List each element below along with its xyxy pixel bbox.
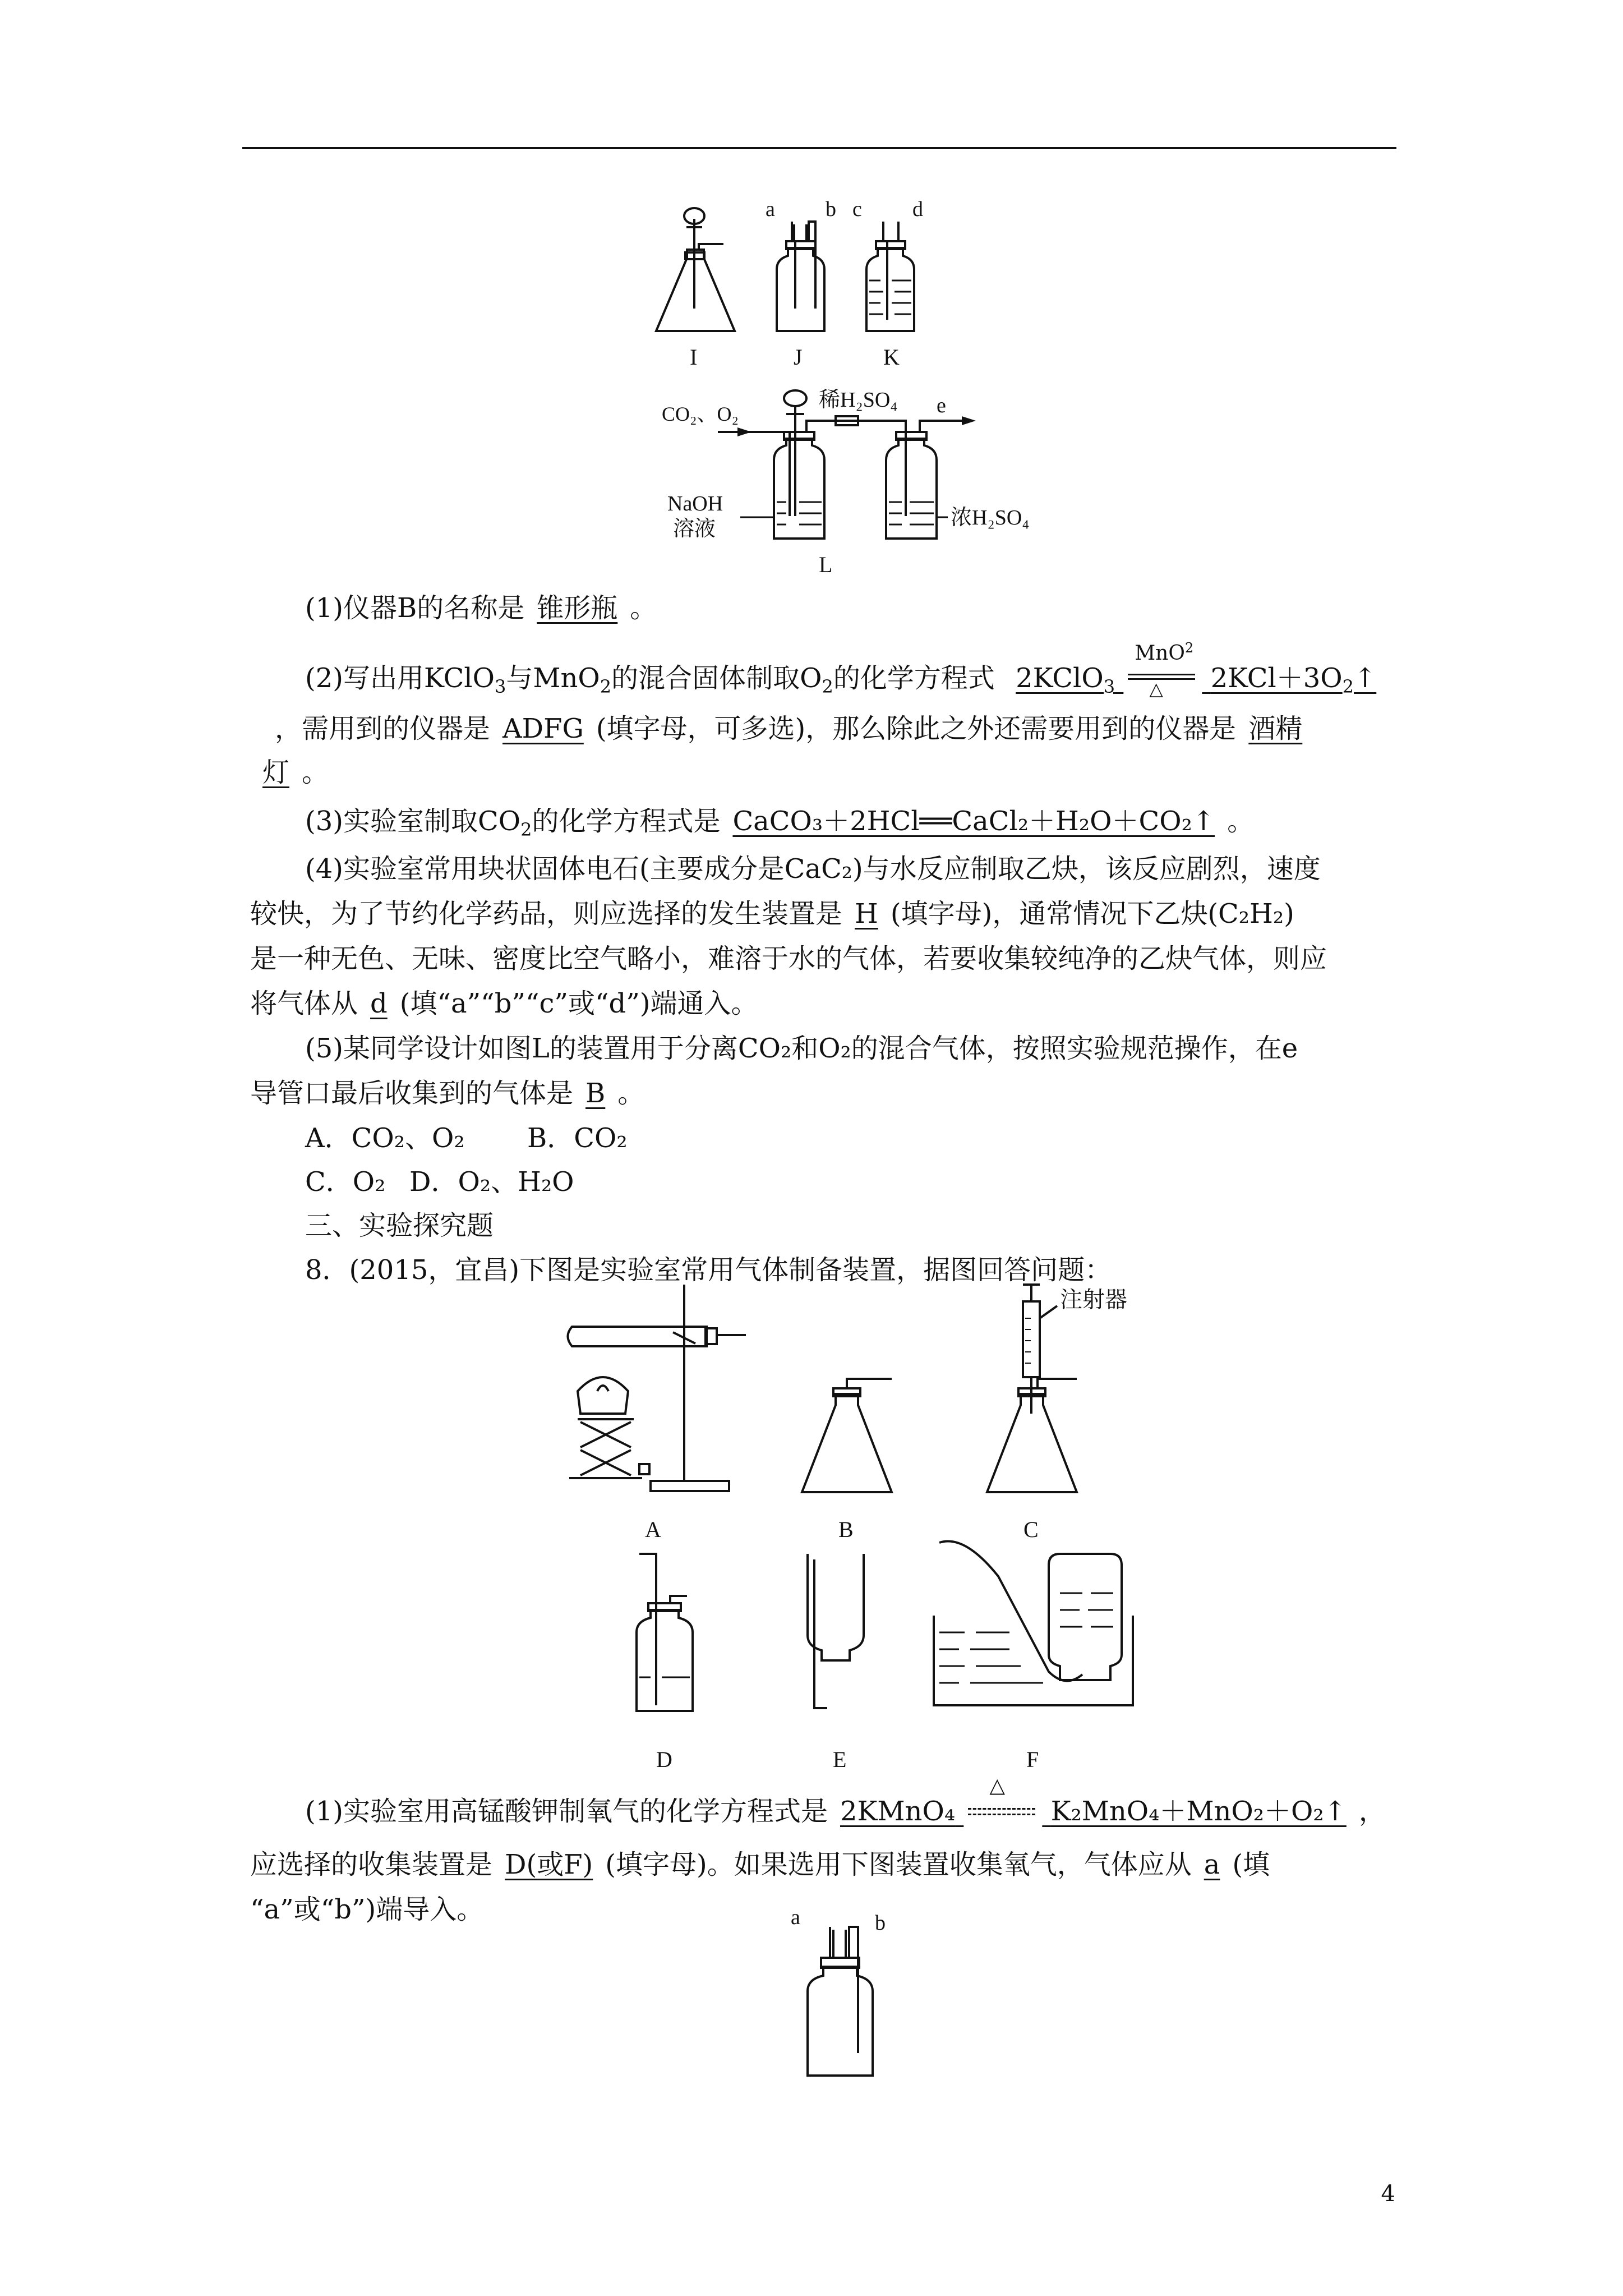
- label-f: F: [1026, 1747, 1039, 1772]
- q7-part5-line1: (5)某同学设计如图L的装置用于分离CO₂和O₂的混合气体，按照实验规范操作，在e: [305, 1033, 1298, 1064]
- q8-part1-line1: (1)实验室用高锰酸钾制氧气的化学方程式是 2KMnO₄ △ K₂MnO₄＋MnO₂＋O₂↑ ，: [305, 1789, 1386, 1830]
- label-i: I: [690, 344, 698, 370]
- q7-part4-line1: (4)实验室常用块状固体电石(主要成分是CaC₂)与水反应制取乙炔，该反应剧烈，速度: [305, 853, 1321, 885]
- label-b: B: [838, 1517, 854, 1542]
- label-l-naoh: NaOH: [667, 492, 723, 516]
- label-l-conc-acid: 浓H₂SO₄: [951, 506, 1030, 530]
- figure-apparatus-ijk: [645, 196, 1004, 381]
- label-a: A: [645, 1517, 661, 1542]
- label-k: K: [883, 344, 900, 370]
- label-k-c: c: [852, 197, 862, 221]
- label-k-d: d: [912, 197, 923, 221]
- page-number: 4: [1381, 2181, 1395, 2207]
- q7-part2-line2: ，需用到的仪器是 ADFG (填字母，可多选)，那么除此之外还需要用到的仪器是 酒精: [275, 713, 1303, 744]
- q7-option-a: A．CO₂、O₂: [305, 1122, 465, 1154]
- label-bottom-a: a: [791, 1906, 800, 1929]
- q8-reaction-condition: △: [963, 1797, 1042, 1830]
- q7-part4-line4: 将气体从 d (填“a”“b”“c”或“d”)端通入。: [250, 988, 758, 1019]
- q7-part3: (3)实验室制取$CO_2$的化学方程式是 CaCO₃＋2HCl══CaCl₂＋H₂O＋CO₂↑ 。: [305, 806, 1255, 840]
- label-l-solution: 溶液: [673, 517, 716, 541]
- q7-option-d: D．O₂、H₂O: [409, 1166, 574, 1198]
- figure-gas-bottle: [780, 1907, 925, 2087]
- label-l-gas-in: CO₂、O₂: [662, 403, 739, 425]
- label-j-a: a: [766, 197, 775, 221]
- header-rule: [242, 147, 1396, 149]
- label-e: E: [833, 1747, 847, 1772]
- q7-option-c: C．O₂: [305, 1166, 386, 1198]
- label-l-e: e: [937, 394, 946, 417]
- section-heading: 三、实验探究题: [305, 1210, 494, 1241]
- q7-part2-line1: (2)写出用KClO$_3$与MnO$_2$的混合固体制取$O_2$的化学方程式 2KClO$_3$ MnO$^2$ △ $2KCl+3O_2↑$: [305, 639, 1377, 700]
- q8-part1-line2: 应选择的收集装置是 D(或F) (填字母)。如果选用下图装置收集氧气，气体应从 a (填: [250, 1849, 1270, 1880]
- figure-apparatus-abc: [561, 1279, 1150, 1543]
- q7-part5-line2: 导管口最后收集到的气体是 B 。: [250, 1078, 645, 1109]
- figure-apparatus-l: [656, 387, 1060, 583]
- reaction-condition: MnO$^2$ △: [1123, 664, 1202, 697]
- q7-part2-line3: 灯 。: [262, 757, 329, 788]
- q7-part4-line3: 是一种无色、无味、密度比空气略小，难溶于水的气体，若要收集较纯净的乙炔气体，则应: [250, 943, 1327, 974]
- q8-part1-line3: “a”或“b”)端导入。: [250, 1894, 484, 1925]
- label-j-b: b: [826, 197, 836, 221]
- label-l: L: [819, 552, 833, 577]
- q7-part1: (1)仪器B的名称是 锥形瓶 。: [305, 592, 657, 624]
- label-syringe: 注射器: [1060, 1287, 1127, 1312]
- label-bottom-b: b: [875, 1911, 886, 1935]
- label-j: J: [794, 344, 803, 370]
- label-d: D: [656, 1747, 672, 1772]
- label-l-dilute-acid: 稀H₂SO₄: [819, 388, 898, 412]
- q7-part4-line2: 较快，为了节约化学药品，则应选择的发生装置是 H (填字母)，通常情况下乙炔(C₂H₂): [250, 898, 1294, 930]
- label-c: C: [1023, 1517, 1039, 1542]
- q7-option-b: B．CO₂: [527, 1122, 628, 1154]
- figure-apparatus-def: [617, 1543, 1133, 1773]
- q8-stem: 8．(2015，宜昌)下图是实验室常用气体制备装置，据图回答问题：: [305, 1254, 1112, 1286]
